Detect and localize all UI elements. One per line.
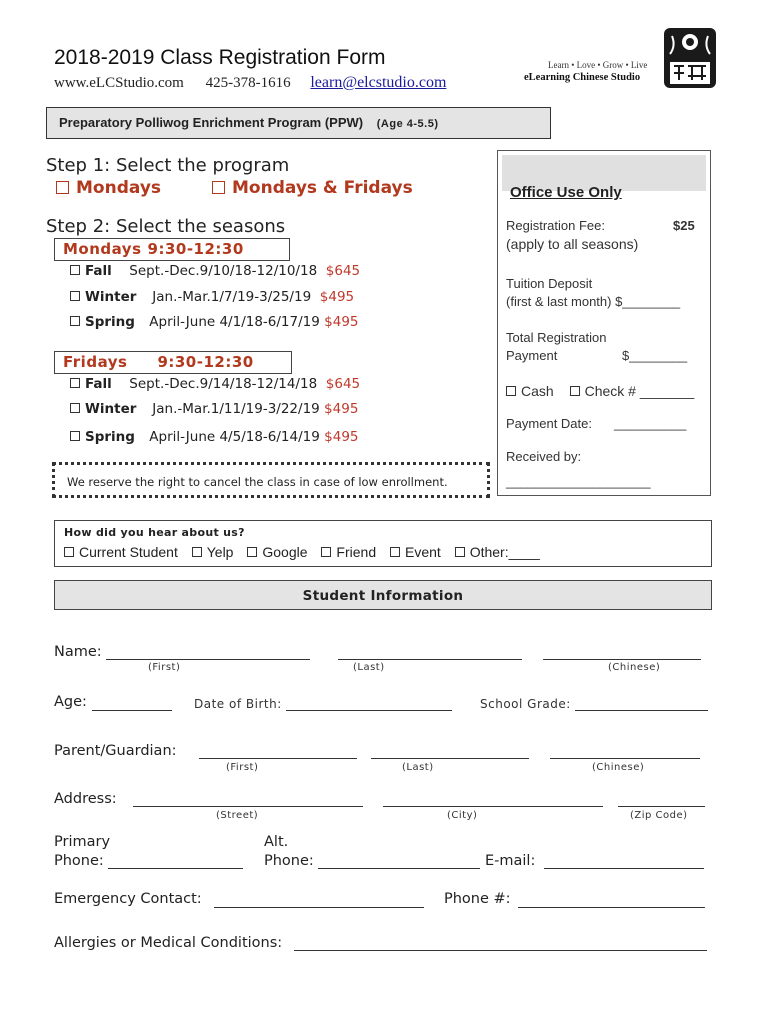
tagline: Learn • Love • Grow • Live (548, 60, 648, 70)
student-info-header: Student Information (54, 580, 712, 610)
checkbox-icon[interactable] (247, 547, 257, 557)
checkbox-icon[interactable] (570, 386, 580, 396)
alt-phone-label: Phone: (264, 853, 314, 869)
program-name: Preparatory Polliwog Enrichment Program (PPW) (59, 115, 364, 130)
tuition-label: Tuition Deposit (506, 276, 593, 291)
allergies-field[interactable] (294, 950, 707, 951)
emergency-phone-label: Phone #: (444, 891, 511, 907)
checkbox-icon[interactable] (70, 265, 80, 275)
form-title: 2018-2019 Class Registration Form (54, 46, 386, 69)
season-option-mon-fall[interactable]: Fall Sept.-Dec.9/10/18-12/10/18 $645 (70, 263, 360, 279)
name-label: Name: (54, 644, 102, 660)
referral-title: How did you hear about us? (64, 526, 245, 539)
checkbox-icon[interactable] (70, 403, 80, 413)
checkbox-icon[interactable] (506, 386, 516, 396)
age-label: Age: (54, 694, 87, 710)
payment-date-label: Payment Date: (506, 416, 592, 431)
referral-current-student[interactable]: Current Student (64, 544, 178, 560)
email-link[interactable]: learn@elcstudio.com (310, 74, 447, 91)
referral-options (64, 544, 550, 560)
program-banner (46, 107, 551, 139)
contact-line (54, 74, 446, 92)
referral-other[interactable]: Other:____ (455, 544, 540, 560)
checkbox-icon[interactable] (70, 316, 80, 326)
primary-phone-field[interactable] (108, 868, 243, 869)
reg-fee-note: (apply to all seasons) (506, 236, 639, 252)
season-option-fri-fall[interactable]: Fall Sept.-Dec.9/14/18-12/14/18 $645 (70, 376, 360, 392)
parent-last-field[interactable] (371, 758, 529, 759)
chinese-name-field[interactable] (543, 659, 701, 660)
checkbox-icon[interactable] (64, 547, 74, 557)
referral-google[interactable]: Google (247, 544, 307, 560)
zip-field[interactable] (618, 806, 705, 807)
tuition-field[interactable]: (first & last month) $________ (506, 294, 681, 309)
age-field[interactable] (92, 710, 172, 711)
emergency-contact-field[interactable] (214, 907, 424, 908)
payment-method[interactable]: Cash Check # _______ (506, 383, 694, 399)
received-by-field[interactable]: ____________________ (506, 474, 651, 489)
website-link[interactable]: www.eLCStudio.com (54, 75, 184, 91)
emergency-phone-field[interactable] (518, 907, 705, 908)
reg-fee-label: Registration Fee: (506, 218, 605, 233)
total-label: Total Registration (506, 330, 607, 345)
dob-label: Date of Birth: (194, 697, 282, 711)
cancellation-notice: We reserve the right to cancel the class in case of low enrollment. (52, 462, 490, 498)
checkbox-icon[interactable] (70, 378, 80, 388)
checkbox-icon[interactable] (390, 547, 400, 557)
program-option-mondays[interactable]: Mondays (56, 178, 161, 198)
step1-label: Step 1: Select the program (46, 155, 290, 176)
parent-chinese-caption: (Chinese) (592, 762, 645, 773)
checkbox-icon[interactable] (321, 547, 331, 557)
address-label: Address: (54, 791, 117, 807)
checkbox-icon[interactable] (455, 547, 465, 557)
fridays-schedule-header: Fridays 9:30-12:30 (54, 351, 292, 374)
grade-label: School Grade: (480, 697, 571, 711)
parent-label: Parent/Guardian: (54, 743, 177, 759)
total-payment-label: Payment (506, 348, 558, 363)
program-age: (Age 4-5.5) (376, 118, 439, 130)
email-label: E-mail: (485, 853, 536, 869)
allergies-label: Allergies or Medical Conditions: (54, 935, 283, 951)
city-caption: (City) (447, 810, 478, 821)
chinese-caption: (Chinese) (608, 662, 661, 673)
email-field[interactable] (544, 868, 704, 869)
primary-label: Primary (54, 834, 111, 850)
received-by-label: Received by: (506, 449, 582, 464)
grade-field[interactable] (575, 710, 708, 711)
primary-phone-label: Phone: (54, 853, 104, 869)
referral-yelp[interactable]: Yelp (192, 544, 234, 560)
checkbox-icon[interactable] (70, 431, 80, 441)
brand-name: eLearning Chinese Studio (524, 72, 641, 83)
checkbox-icon[interactable] (192, 547, 202, 557)
street-field[interactable] (133, 806, 363, 807)
season-option-fri-winter[interactable]: Winter Jan.-Mar.1/11/19-3/22/19 $495 (70, 401, 358, 417)
dob-field[interactable] (286, 710, 452, 711)
total-payment-field[interactable]: $________ (622, 348, 688, 363)
last-name-field[interactable] (338, 659, 522, 660)
checkbox-icon[interactable] (70, 291, 80, 301)
street-caption: (Street) (216, 810, 259, 821)
program-option-mondays-fridays[interactable]: Mondays & Fridays (212, 178, 413, 198)
first-name-field[interactable] (106, 659, 310, 660)
alt-label: Alt. (264, 834, 289, 850)
parent-first-caption: (First) (226, 762, 259, 773)
step2-label: Step 2: Select the seasons (46, 216, 286, 237)
mondays-schedule-header: Mondays 9:30-12:30 (54, 238, 290, 261)
payment-date-field[interactable]: __________ (614, 416, 687, 431)
season-option-fri-spring[interactable]: Spring April-June 4/5/18-6/14/19 $495 (70, 429, 359, 445)
season-option-mon-winter[interactable]: Winter Jan.-Mar.1/7/19-3/25/19 $495 (70, 289, 354, 305)
last-caption: (Last) (353, 662, 385, 673)
phone-number: 425-378-1616 (205, 75, 291, 91)
checkbox-icon[interactable] (56, 181, 69, 194)
office-use-panel (497, 150, 711, 496)
parent-last-caption: (Last) (402, 762, 434, 773)
checkbox-icon[interactable] (212, 181, 225, 194)
alt-phone-field[interactable] (318, 868, 480, 869)
parent-chinese-field[interactable] (550, 758, 700, 759)
season-option-mon-spring[interactable]: Spring April-June 4/1/18-6/17/19 $495 (70, 314, 359, 330)
emergency-label: Emergency Contact: (54, 891, 202, 907)
referral-event[interactable]: Event (390, 544, 441, 560)
zip-caption: (Zip Code) (630, 810, 688, 821)
reg-fee-value: $25 (673, 218, 695, 233)
studio-logo-icon (662, 26, 718, 90)
parent-first-field[interactable] (199, 758, 357, 759)
referral-friend[interactable]: Friend (321, 544, 376, 560)
office-title: Office Use Only (510, 184, 622, 201)
first-caption: (First) (148, 662, 181, 673)
city-field[interactable] (383, 806, 603, 807)
